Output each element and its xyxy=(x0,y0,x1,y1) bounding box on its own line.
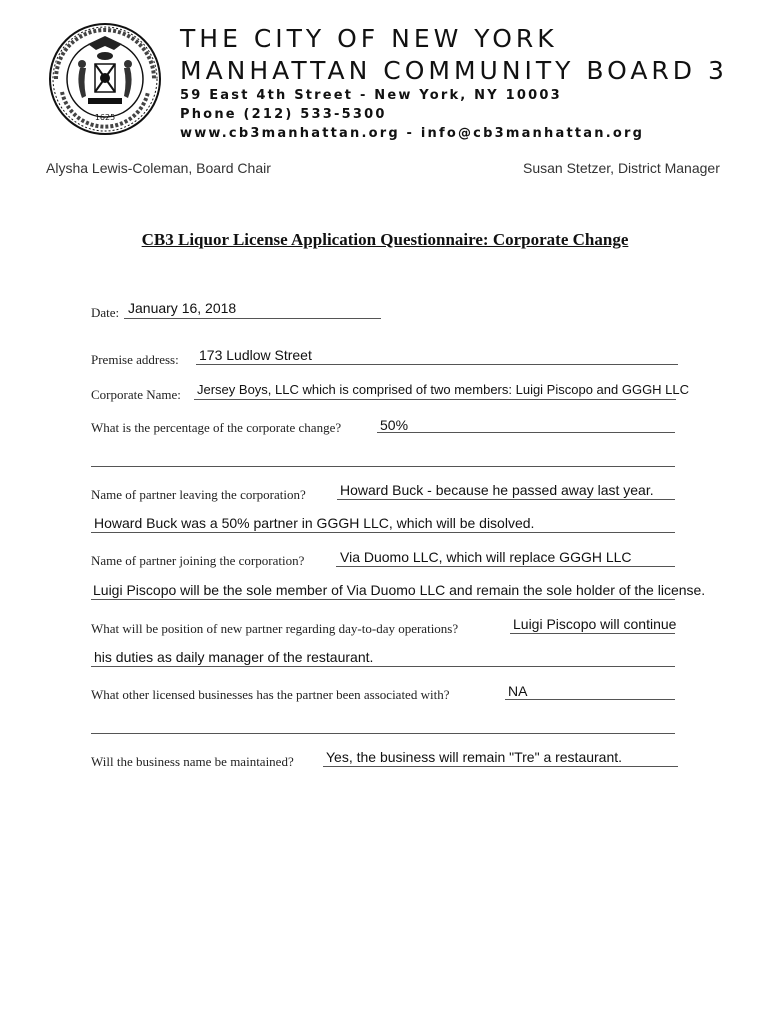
position-field-2[interactable]: his duties as daily manager of the restaurant. xyxy=(94,649,374,665)
seal-year: 1625 xyxy=(94,113,116,122)
date-label: Date: xyxy=(91,305,120,320)
district-manager: Susan Stetzer, District Manager xyxy=(523,160,720,176)
org-phone: Phone (212) 533-5300 xyxy=(180,107,387,122)
business-name-label: Will the business name be maintained? xyxy=(91,754,294,769)
form-title: CB3 Liquor License Application Questionnaire: Corporate Change xyxy=(141,230,629,249)
percentage-extra-line xyxy=(91,466,675,467)
leaving-label: Name of partner leaving the corporation? xyxy=(91,487,306,502)
percentage-label: What is the percentage of the corporate change? xyxy=(91,420,342,435)
leaving-field-2[interactable]: Howard Buck was a 50% partner in GGGH LLC, which will be disolved. xyxy=(94,515,535,531)
org-name-line1: THE CITY OF NEW YORK xyxy=(180,24,558,53)
corporate-name-label: Corporate Name: xyxy=(91,387,181,402)
joining-label: Name of partner joining the corporation? xyxy=(91,553,305,568)
percentage-line xyxy=(377,432,675,433)
other-businesses-extra-line xyxy=(91,733,675,734)
corporate-name-line xyxy=(194,399,676,400)
date-field[interactable]: January 16, 2018 xyxy=(128,300,237,316)
corporate-name-field[interactable]: Jersey Boys, LLC which is comprised of two members: Luigi Piscopo and GGGH LLC xyxy=(197,382,690,397)
other-businesses-line xyxy=(505,699,675,700)
board-chair: Alysha Lewis-Coleman, Board Chair xyxy=(46,160,271,176)
joining-line xyxy=(336,566,675,567)
position-line xyxy=(510,633,675,634)
business-name-line xyxy=(323,766,678,767)
city-seal-icon xyxy=(48,22,162,136)
other-businesses-field[interactable]: NA xyxy=(508,683,528,699)
joining-field[interactable]: Via Duomo LLC, which will replace GGGH LLC xyxy=(340,549,632,565)
date-line xyxy=(124,318,381,319)
joining-line-2 xyxy=(91,599,675,600)
premise-line xyxy=(196,364,678,365)
org-web-email: www.cb3manhattan.org - info@cb3manhattan.org xyxy=(180,126,645,141)
org-address: 59 East 4th Street - New York, NY 10003 xyxy=(180,88,562,103)
org-name-line2: MANHATTAN COMMUNITY BOARD 3 xyxy=(180,56,728,85)
business-name-field[interactable]: Yes, the business will remain "Tre" a restaurant. xyxy=(326,749,623,765)
percentage-field[interactable]: 50% xyxy=(380,417,409,433)
premise-field[interactable]: 173 Ludlow Street xyxy=(199,347,312,363)
leaving-field[interactable]: Howard Buck - because he passed away last year. xyxy=(340,482,654,498)
leaving-line xyxy=(337,499,675,500)
position-field[interactable]: Luigi Piscopo will continue xyxy=(513,616,677,632)
joining-field-2[interactable]: Luigi Piscopo will be the sole member of Via Duomo LLC and remain the sole holder of the license. xyxy=(93,582,706,598)
premise-label: Premise address: xyxy=(91,352,179,367)
position-line-2 xyxy=(91,666,675,667)
position-label: What will be position of new partner regarding day-to-day operations? xyxy=(91,621,459,636)
other-businesses-label: What other licensed businesses has the partner been associated with? xyxy=(91,687,450,702)
leaving-line-2 xyxy=(91,532,675,533)
